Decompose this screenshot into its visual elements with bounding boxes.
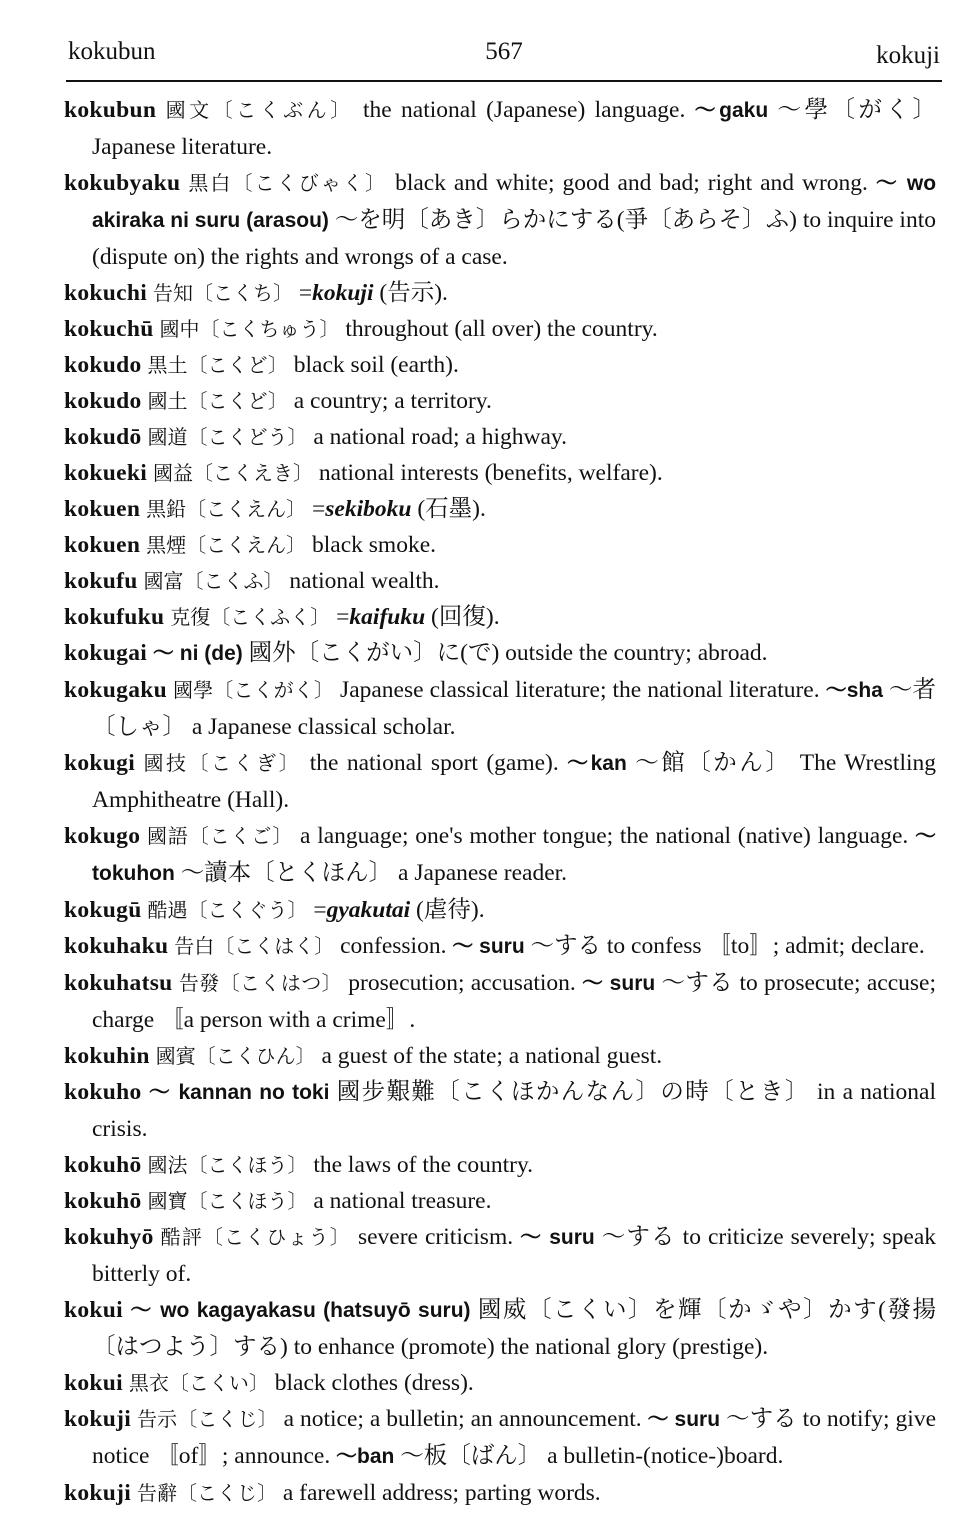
- entry-headword: kokuji: [64, 1406, 132, 1432]
- entry-cross-reference: sekiboku: [325, 496, 412, 522]
- dictionary-entry: [64, 818, 936, 892]
- dictionary-entry: [64, 1074, 936, 1147]
- entry-headword: kokudo: [64, 352, 142, 378]
- entry-phrase-definition: ～館〔かん〕 The Wrestling Amphitheatre (Hall).: [92, 750, 937, 813]
- entry-cross-reference: kokuji: [312, 280, 374, 306]
- entry-definition: black clothes (dress).: [268, 1370, 474, 1396]
- entry-definition: the national (Japanese) language.: [353, 97, 686, 123]
- entry-headword: kokubyaku: [64, 170, 181, 196]
- entry-definition: the national sport (game).: [301, 750, 559, 776]
- entry-definition: a country; a territory.: [287, 388, 492, 414]
- entry-headword: kokuhō: [64, 1188, 142, 1214]
- entry-phrase: ～ suru: [446, 935, 525, 958]
- entry-headword: kokuen: [64, 496, 141, 522]
- dictionary-entry: [64, 745, 936, 818]
- entry-definition: black smoke.: [306, 532, 437, 558]
- page-header: [68, 36, 940, 76]
- entry-phrase-definition: ～する to confess 〚to〛; admit; declare.: [524, 933, 925, 959]
- entry-headword: kokufuku: [64, 604, 165, 630]
- dictionary-entry: [64, 563, 936, 599]
- entry-definition: confession.: [334, 933, 447, 959]
- dictionary-entry: [64, 1038, 936, 1074]
- entry-japanese: 國法〔こくほう〕: [147, 1153, 308, 1177]
- entry-definition: the laws of the country.: [307, 1152, 534, 1178]
- entry-phrase-definition: (告示).: [373, 280, 448, 306]
- entry-headword: kokugai: [64, 640, 148, 666]
- entry-japanese: 克復〔こくふく〕: [170, 605, 331, 629]
- entry-headword: kokuhaku: [64, 933, 169, 959]
- entry-phrase: ～ suru: [641, 1408, 721, 1431]
- entry-japanese: 告辭〔こくじ〕: [137, 1481, 277, 1505]
- dictionary-entry: [64, 635, 936, 672]
- dictionary-entry: [64, 928, 936, 965]
- dictionary-entry: [64, 672, 936, 745]
- entry-definition: a guest of the state; a national guest.: [315, 1043, 663, 1069]
- entry-cross-reference: kaifuku: [349, 604, 426, 630]
- dictionary-entry: [64, 1292, 936, 1365]
- dictionary-entry: [64, 311, 936, 347]
- entry-definition: =: [292, 280, 313, 306]
- entry-phrase: ～ tokuhon: [92, 825, 936, 885]
- entry-phrase: ～ ni (de): [147, 642, 243, 665]
- entry-phrase-definition: ～する to prosecute; accuse; charge 〚a person with a crime〛.: [92, 970, 937, 1033]
- dictionary-entry: [64, 92, 936, 165]
- entry-headword: kokuhin: [64, 1043, 150, 1069]
- entry-headword: kokuchū: [64, 316, 154, 342]
- dictionary-entry: [64, 892, 936, 928]
- entry-japanese: 告知〔こくち〕: [152, 281, 293, 305]
- entry-headword: kokuho: [64, 1079, 142, 1105]
- entry-headword: kokubun: [64, 97, 157, 123]
- entry-phrase-definition: (石墨).: [411, 496, 486, 522]
- dictionary-entry: [64, 1365, 936, 1401]
- entry-definition: =: [306, 496, 326, 522]
- entry-japanese: 國寶〔こくほう〕: [147, 1189, 308, 1213]
- entry-japanese: 國中〔こくちゅう〕: [159, 317, 340, 341]
- entry-japanese: 黒鉛〔こくえん〕: [146, 497, 307, 521]
- entry-phrase-definition: ～する to criticize severely; speak bitterly of.: [92, 1224, 936, 1287]
- entry-japanese: 黒煙〔こくえん〕: [146, 533, 307, 557]
- dictionary-entry: [64, 965, 936, 1038]
- entry-japanese: 黒土〔こくど〕: [147, 353, 288, 377]
- header-rule: [66, 80, 942, 82]
- dictionary-entry: [64, 1401, 936, 1475]
- dictionary-entry: [64, 165, 936, 275]
- entry-phrase: ～ban: [330, 1445, 395, 1468]
- entry-japanese: 國土〔こくど〕: [147, 389, 288, 413]
- dictionary-entry: [64, 419, 936, 455]
- entry-phrase-definition: ～讀本〔とくほん〕 a Japanese reader.: [174, 860, 568, 886]
- entry-headword: kokudo: [64, 388, 142, 414]
- entry-headword: kokueki: [64, 460, 148, 486]
- dictionary-entry: [64, 275, 936, 311]
- entry-headword: kokuhō: [64, 1152, 142, 1178]
- entry-headword: kokuhyō: [64, 1224, 154, 1250]
- dictionary-entry: [64, 527, 936, 563]
- entry-japanese: 酷評〔こくひょう〕: [160, 1225, 351, 1249]
- entry-definition: a language; one's mother tongue; the national (native) language.: [293, 823, 909, 849]
- entry-phrase: ～ wo akiraka ni suru (arasou): [92, 172, 937, 232]
- entry-japanese: 黒白〔こくびゃく〕: [188, 171, 388, 195]
- entry-definition: national wealth.: [283, 568, 440, 594]
- entry-definition: prosecution; accusation.: [342, 970, 576, 996]
- entry-phrase-definition: ～學〔がく〕 Japanese literature.: [92, 97, 936, 160]
- entry-phrase-definition: (虐待).: [410, 897, 485, 923]
- entry-headword: kokudō: [64, 424, 142, 450]
- entry-headword: kokugi: [64, 750, 136, 776]
- entry-definition: national interests (benefits, welfare).: [312, 460, 663, 486]
- entry-definition: Japanese classical literature; the national literature.: [334, 677, 820, 703]
- entry-phrase-definition: ～板〔ばん〕 a bulletin-(notice-)board.: [394, 1443, 784, 1469]
- dictionary-entry: [64, 1183, 936, 1219]
- entry-definition: a notice; a bulletin; an announcement.: [277, 1406, 642, 1432]
- entry-headword: kokui: [64, 1370, 123, 1396]
- entry-cross-reference: gyakutai: [326, 897, 411, 923]
- entry-phrase: ～kan: [558, 752, 627, 775]
- entry-japanese: 告示〔こくじ〕: [137, 1407, 278, 1431]
- entry-japanese: 國益〔こくえき〕: [152, 461, 313, 485]
- entry-headword: kokugo: [64, 823, 141, 849]
- entry-definition: black soil (earth).: [287, 352, 459, 378]
- dictionary-entry: [64, 1219, 936, 1292]
- entry-headword: kokuen: [64, 532, 141, 558]
- entry-phrase-definition: (回復).: [425, 604, 500, 630]
- dictionary-entry: [64, 455, 936, 491]
- dictionary-entry: [64, 347, 936, 383]
- dictionary-entry: [64, 1475, 936, 1511]
- entry-phrase: ～ wo kagayakasu (hatsuyō suru): [123, 1299, 471, 1322]
- header-right-guide-word: kokuji: [876, 42, 940, 69]
- entry-japanese: 國賓〔こくひん〕: [155, 1044, 316, 1068]
- entry-headword: kokuhatsu: [64, 970, 173, 996]
- page-number: 567: [485, 38, 523, 65]
- entry-phrase-definition: 國威〔こくい〕を輝〔かゞや〕かす(發揚〔はつよう〕する) to enhance (promote) the national glory (prestige).: [92, 1297, 937, 1360]
- entry-phrase: ～sha: [819, 679, 883, 702]
- entry-japanese: 國文〔こくぶん〕: [165, 98, 354, 122]
- entry-headword: kokufu: [64, 568, 138, 594]
- entry-japanese: 國語〔こくご〕: [147, 824, 294, 848]
- entry-japanese: 告白〔こくはく〕: [174, 934, 335, 958]
- entry-phrase-definition: 國外〔こくがい〕に(で) outside the country; abroad.: [242, 640, 768, 666]
- entry-phrase: ～ suru: [513, 1226, 595, 1249]
- entry-definition: =: [330, 604, 350, 630]
- entry-japanese: 酷遇〔こくぐう〕: [147, 898, 308, 922]
- entry-phrase: ～gaku: [685, 99, 769, 122]
- entry-japanese: 國學〔こくがく〕: [173, 678, 335, 702]
- entry-phrase-definition: ～者〔しゃ〕 a Japanese classical scholar.: [92, 677, 937, 740]
- entry-definition: a national treasure.: [307, 1188, 492, 1214]
- entry-phrase: ～ kannan no toki: [141, 1081, 330, 1104]
- entry-japanese: 黒衣〔こくい〕: [128, 1371, 269, 1395]
- entry-headword: kokugaku: [64, 677, 167, 703]
- entry-japanese: 國技〔こくぎ〕: [143, 751, 302, 775]
- entry-japanese: 國富〔こくふ〕: [143, 569, 284, 593]
- entry-headword: kokugū: [64, 897, 142, 923]
- entry-phrase-definition: 國步艱難〔こくほかんなん〕の時〔とき〕 in a national crisis.: [92, 1079, 936, 1142]
- entry-definition: =: [307, 897, 327, 923]
- entry-headword: kokuchi: [64, 280, 148, 306]
- entry-japanese: 國道〔こくどう〕: [147, 425, 308, 449]
- entry-definition: severe criticism.: [350, 1224, 514, 1250]
- entry-headword: kokui: [64, 1297, 123, 1323]
- entry-headword: kokuji: [64, 1480, 132, 1506]
- dictionary-entry: [64, 491, 936, 527]
- entry-japanese: 告發〔こくはつ〕: [178, 971, 343, 995]
- entry-phrase-definition: ～を明〔あき〕らかにする(爭〔あらそ〕ふ) to inquire into (dispute on) the rights and wrongs of a case.: [92, 207, 936, 270]
- dictionary-entries: [64, 92, 936, 1511]
- entry-definition: throughout (all over) the country.: [339, 316, 658, 342]
- dictionary-entry: [64, 383, 936, 419]
- dictionary-entry: [64, 599, 936, 635]
- entry-phrase-definition: ～する to notify; give notice 〚of〛; announce.: [92, 1406, 936, 1469]
- header-left-guide-word: kokubun: [68, 38, 156, 65]
- entry-definition: black and white; good and bad; right and wrong.: [387, 170, 868, 196]
- dictionary-entry: [64, 1147, 936, 1183]
- entry-definition: a farewell address; parting words.: [277, 1480, 601, 1506]
- entry-definition: a national road; a highway.: [307, 424, 567, 450]
- entry-phrase: ～ suru: [575, 972, 656, 995]
